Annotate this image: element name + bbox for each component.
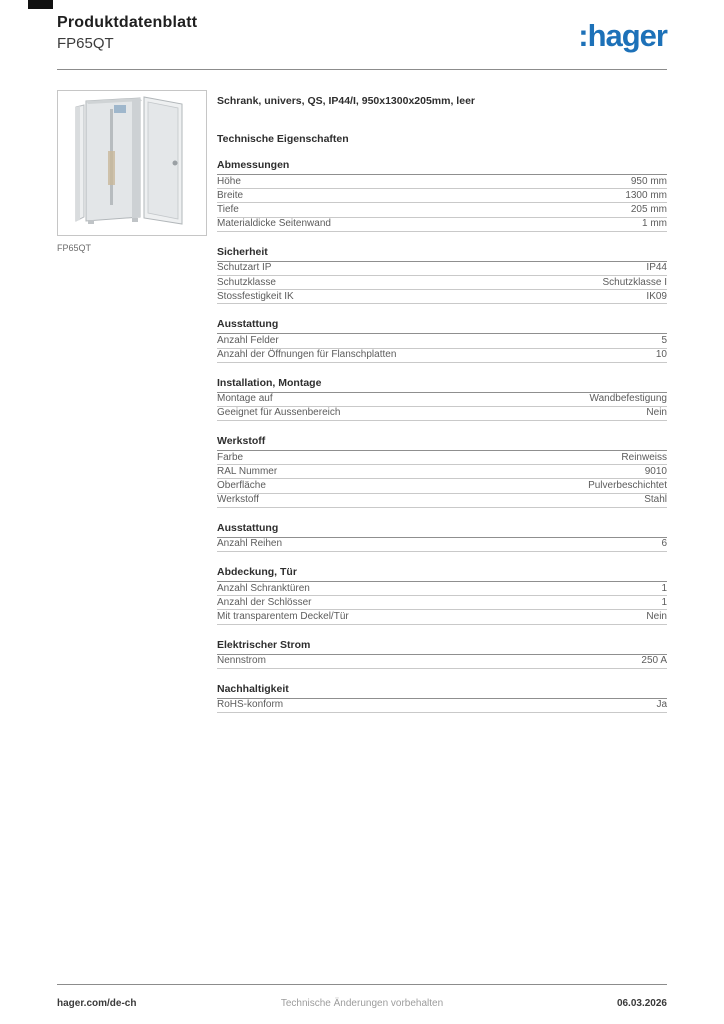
spec-row-value: 9010 <box>644 465 667 477</box>
spec-row <box>217 596 667 610</box>
spec-section-title: Ausstattung <box>217 318 667 334</box>
spec-section-title: Abdeckung, Tür <box>217 566 667 582</box>
spec-row-value: 1300 mm <box>625 189 667 201</box>
spec-section-title: Ausstattung <box>217 522 667 538</box>
spec-row-label: Mit transparentem Deckel/Tür <box>217 610 349 622</box>
spec-row-label: Farbe <box>217 451 244 463</box>
spec-row <box>217 276 667 290</box>
product-image-frame <box>57 90 207 236</box>
spec-row-value: Ja <box>656 699 667 711</box>
spec-row-value: Stahl <box>644 494 667 506</box>
spec-row <box>217 189 667 203</box>
spec-section-5 <box>217 522 667 552</box>
spec-row <box>217 655 667 669</box>
spec-row <box>217 393 667 407</box>
spec-row <box>217 699 667 713</box>
spec-row-label: Breite <box>217 189 244 201</box>
spec-section-title: Nachhaltigkeit <box>217 683 667 699</box>
footer-disclaimer: Technische Änderungen vorbehalten <box>280 998 444 1009</box>
spec-section-6 <box>217 566 667 625</box>
spec-row-label: Montage auf <box>217 393 273 405</box>
spec-row-label: Anzahl der Schlösser <box>217 596 312 608</box>
spec-section-3 <box>217 377 667 421</box>
spec-row <box>217 494 667 508</box>
spec-row-label: Tiefe <box>217 203 239 215</box>
print-crop-mark <box>28 0 53 9</box>
spec-row <box>217 479 667 493</box>
spec-row-label: Oberfläche <box>217 480 266 492</box>
spec-row <box>217 290 667 304</box>
spec-row-label: Nennstrom <box>217 655 266 667</box>
spec-row <box>217 349 667 363</box>
product-description: Schrank, univers, QS, IP44/I, 950x1300x205mm, leer <box>217 95 475 107</box>
spec-row <box>217 218 667 232</box>
spec-sections <box>217 159 667 713</box>
document-title: Produktdatenblatt <box>57 14 198 31</box>
spec-section-1 <box>217 246 667 305</box>
spec-row-value: Nein <box>646 610 667 622</box>
spec-row-label: Anzahl der Öffnungen für Flanschplatten <box>217 349 397 361</box>
spec-row-value: 10 <box>655 349 667 361</box>
spec-row-label: Anzahl Schranktüren <box>217 582 310 594</box>
spec-section-title: Werkstoff <box>217 435 667 451</box>
spec-row <box>217 334 667 348</box>
spec-row-label: Höhe <box>217 175 241 187</box>
spec-row-label: Anzahl Felder <box>217 334 279 346</box>
spec-section-title: Elektrischer Strom <box>217 639 667 655</box>
spec-row <box>217 407 667 421</box>
tech-properties-heading: Technische Eigenschaften <box>217 133 349 145</box>
footer-website-link[interactable]: hager.com/de-ch <box>57 998 137 1009</box>
spec-row-label: Werkstoff <box>217 494 259 506</box>
spec-row-label: Schutzart IP <box>217 262 272 274</box>
spec-row-label: Anzahl Reihen <box>217 538 283 550</box>
spec-row-value: 1 mm <box>642 218 667 230</box>
product-image-caption: FP65QT <box>57 243 92 253</box>
spec-row <box>217 451 667 465</box>
spec-row <box>217 610 667 624</box>
spec-row-value: 6 <box>661 538 667 550</box>
spec-row-label: Geeignet für Aussenbereich <box>217 407 341 419</box>
spec-row <box>217 175 667 189</box>
spec-row-value: Wandbefestigung <box>589 393 667 405</box>
spec-row-value: 1 <box>661 596 667 608</box>
spec-row-label: RAL Nummer <box>217 465 278 477</box>
spec-row-value: 1 <box>661 582 667 594</box>
spec-section-4 <box>217 435 667 508</box>
spec-row <box>217 203 667 217</box>
header-divider <box>57 69 667 70</box>
product-image-column <box>57 90 207 253</box>
spec-section-0 <box>217 159 667 232</box>
page-header <box>57 14 667 66</box>
spec-row <box>217 465 667 479</box>
spec-row-value: Pulverbeschichtet <box>588 480 667 492</box>
spec-row-label: Stossfestigkeit IK <box>217 290 294 302</box>
footer-date: 06.03.2026 <box>616 998 667 1009</box>
spec-section-2 <box>217 318 667 362</box>
spec-row-value: Reinweiss <box>621 451 667 463</box>
spec-section-title: Sicherheit <box>217 246 667 262</box>
spec-row-value: 5 <box>661 334 667 346</box>
spec-row-label: Materialdicke Seitenwand <box>217 218 331 230</box>
page-footer <box>57 984 667 1009</box>
spec-section-title: Installation, Montage <box>217 377 667 393</box>
spec-section-8 <box>217 683 667 713</box>
spec-section-title: Abmessungen <box>217 159 667 175</box>
spec-row-value: 205 mm <box>630 203 667 215</box>
spec-section-7 <box>217 639 667 669</box>
spec-row <box>217 582 667 596</box>
spec-row-value: 250 A <box>641 655 667 667</box>
hager-logo: :hager <box>578 18 667 53</box>
product-code: FP65QT <box>57 35 114 52</box>
spec-row-value: Schutzklasse I <box>602 276 667 288</box>
spec-row <box>217 262 667 276</box>
spec-column <box>217 95 667 713</box>
spec-row-value: IP44 <box>646 262 667 274</box>
spec-row-label: Schutzklasse <box>217 276 276 288</box>
cabinet-product-image <box>58 91 206 235</box>
spec-row-value: IK09 <box>646 290 667 302</box>
spec-row-label: RoHS-konform <box>217 699 284 711</box>
spec-row-value: Nein <box>646 407 667 419</box>
spec-row <box>217 538 667 552</box>
spec-row-value: 950 mm <box>630 175 667 187</box>
